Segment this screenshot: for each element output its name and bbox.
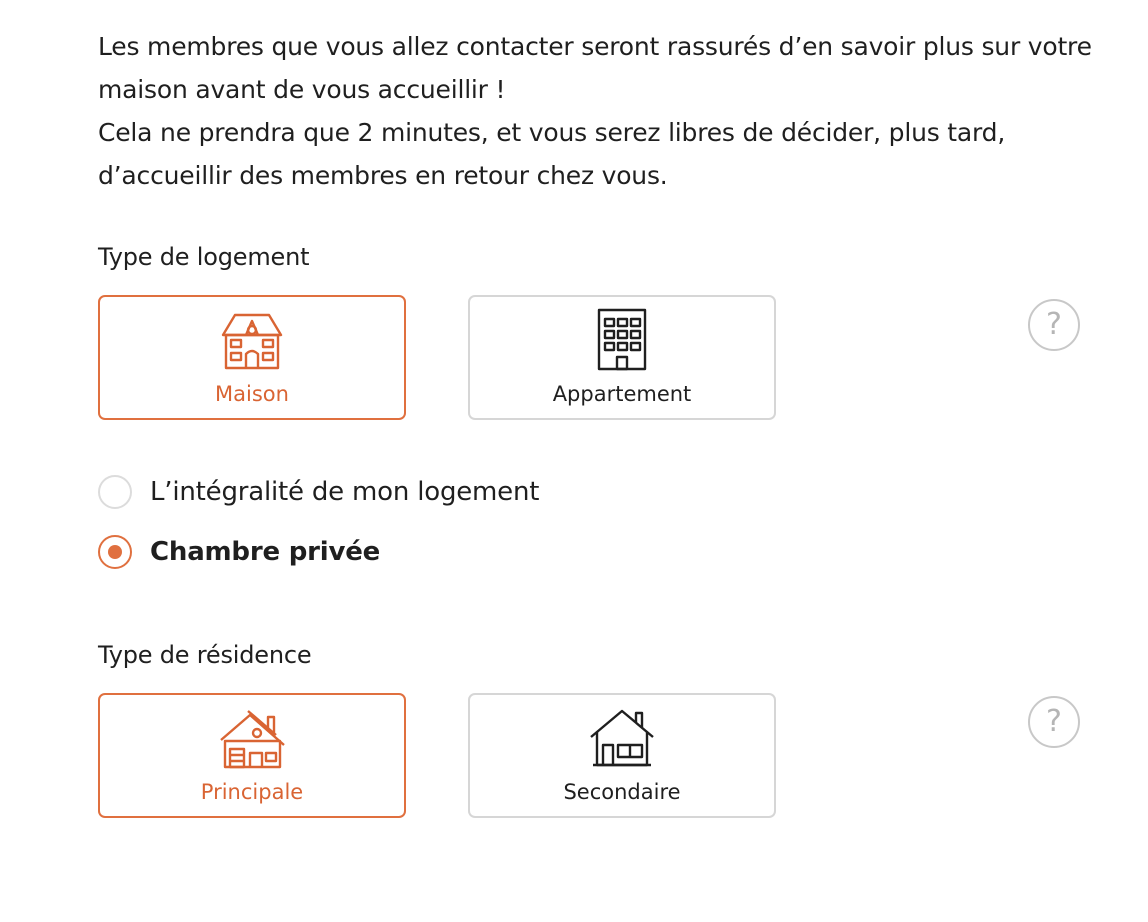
residence-option-principale-label: Principale <box>200 780 304 804</box>
radio-selected-dot <box>108 545 122 559</box>
residence-help-icon[interactable]: ? <box>1028 696 1080 748</box>
residence-option-secondaire[interactable] <box>468 693 776 818</box>
residence-type-label: Type de résidence <box>98 641 312 669</box>
radio-private-room[interactable] <box>98 535 478 571</box>
secondary-residence-icon <box>588 705 656 771</box>
housing-type-label: Type de logement <box>98 243 310 271</box>
radio-entire-home[interactable] <box>98 475 618 511</box>
intro-paragraph-2: Cela ne prendra que 2 minutes, et vous serez libres de décider, plus tard, d’accueillir des membres en retour chez vous. <box>98 118 1006 190</box>
apartment-building-icon <box>588 307 656 373</box>
housing-option-maison[interactable] <box>98 295 406 420</box>
radio-private-room-circle[interactable] <box>98 535 132 569</box>
residence-option-secondaire-label: Secondaire <box>563 780 681 804</box>
radio-entire-home-label: L’intégralité de mon logement <box>150 477 540 507</box>
radio-private-room-label: Chambre privée <box>150 537 381 567</box>
radio-entire-home-circle[interactable] <box>98 475 132 509</box>
residence-option-principale[interactable] <box>98 693 406 818</box>
housing-option-appartement-label: Appartement <box>552 382 692 406</box>
housing-help-icon[interactable]: ? <box>1028 299 1080 351</box>
main-residence-icon <box>218 705 286 771</box>
intro-paragraph-1: Les membres que vous allez contacter seront rassurés d’en savoir plus sur votre maison avant de vous accueillir ! <box>98 32 1092 104</box>
intro-text <box>98 25 1128 197</box>
housing-option-maison-label: Maison <box>215 382 289 406</box>
housing-option-appartement[interactable] <box>468 295 776 420</box>
house-icon <box>218 307 286 373</box>
